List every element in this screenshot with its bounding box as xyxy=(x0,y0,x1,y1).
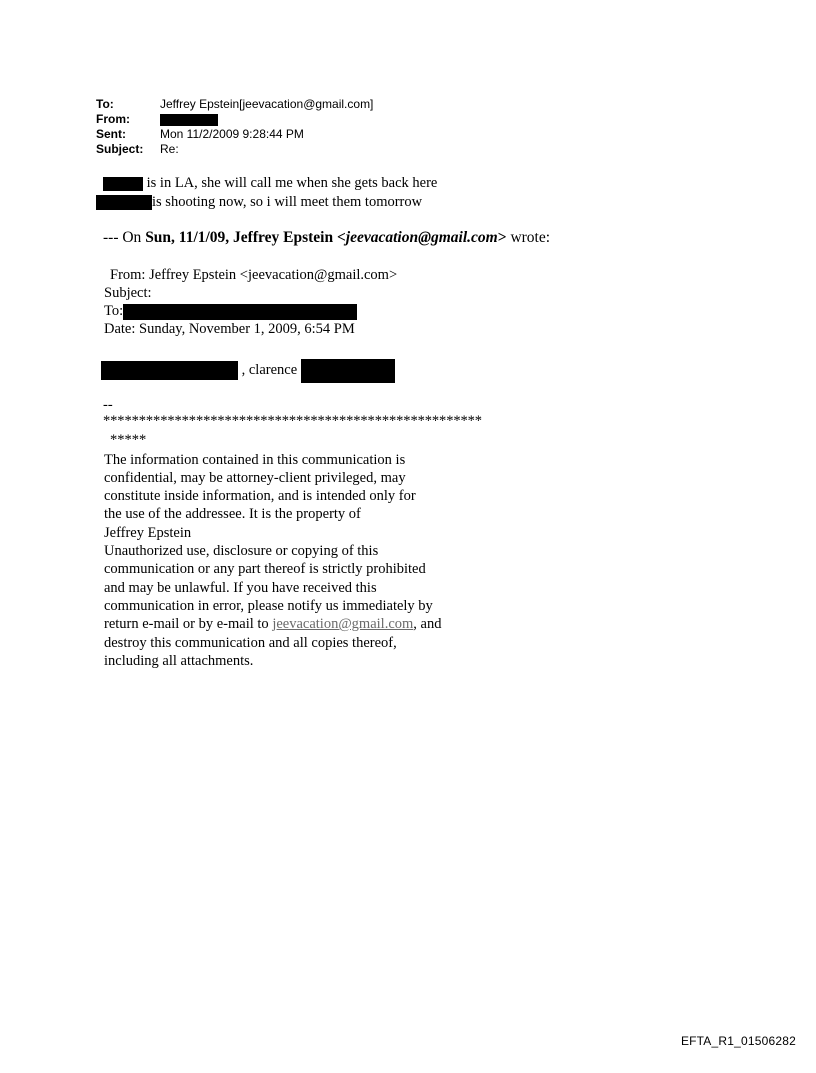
quoted-body-redaction-2 xyxy=(301,359,395,383)
email-header xyxy=(96,97,373,157)
from-label: From: xyxy=(96,112,130,126)
reply-redaction-1 xyxy=(103,177,143,191)
quote-intro-suffix: wrote: xyxy=(506,229,551,246)
quoted-subject: Subject: xyxy=(104,285,152,301)
from-row xyxy=(96,112,373,127)
subject-row xyxy=(96,142,373,157)
signature-stars-2: ***** xyxy=(110,432,147,448)
quoted-body-text: , clarence xyxy=(241,362,298,378)
disclaimer-line: Jeffrey Epstein xyxy=(104,525,192,541)
signature-stars-1: ***************************************************** xyxy=(103,413,482,429)
quote-intro-date: Sun, 11/1/09, Jeffrey Epstein xyxy=(145,229,337,246)
to-row xyxy=(96,97,373,112)
quoted-date: Date: Sunday, November 1, 2009, 6:54 PM xyxy=(104,321,355,337)
disclaimer-line: constitute inside information, and is intended only for xyxy=(104,488,416,504)
quoted-body xyxy=(101,358,395,383)
disclaimer-line: communication or any part thereof is strictly prohibited xyxy=(104,561,426,577)
quote-intro-email: jeevacation@gmail.com xyxy=(345,229,498,246)
quote-intro-gt: > xyxy=(497,229,507,246)
quote-intro-prefix: --- On xyxy=(103,229,146,246)
return-suffix: , and xyxy=(413,616,442,632)
reply-redaction-2 xyxy=(96,195,152,210)
from-redaction xyxy=(160,114,218,126)
quoted-body-redaction-1 xyxy=(101,361,238,380)
disclaimer-line: The information contained in this communication is xyxy=(104,452,406,468)
disclaimer-return-line xyxy=(104,615,441,633)
signature-dashes: -- xyxy=(103,397,113,413)
reply-line-2-text: is shooting now, so i will meet them tomorrow xyxy=(152,194,423,210)
sent-row xyxy=(96,127,373,142)
disclaimer-line: confidential, may be attorney-client privileged, may xyxy=(104,470,406,486)
subject-label: Subject: xyxy=(96,142,144,156)
disclaimer-line: the use of the addressee. It is the property of xyxy=(104,506,361,522)
quote-intro xyxy=(103,229,550,247)
disclaimer-line: and may be unlawful. If you have received this xyxy=(104,580,377,596)
quoted-to-label: To: xyxy=(104,303,124,319)
reply-line-2 xyxy=(96,193,422,211)
to-value: Jeffrey Epstein[jeevacation@gmail.com] xyxy=(160,97,374,111)
disclaimer-line: communication in error, please notify us immediately by xyxy=(104,598,433,614)
sent-label: Sent: xyxy=(96,127,126,141)
reply-line-1-text: is in LA, she will call me when she gets back here xyxy=(146,175,438,191)
disclaimer-line: Unauthorized use, disclosure or copying of this xyxy=(104,543,379,559)
return-prefix: return e-mail or by e-mail to xyxy=(104,616,273,632)
disclaimer-line: destroy this communication and all copies thereof, xyxy=(104,635,397,651)
quoted-from: From: Jeffrey Epstein <jeevacation@gmail.com> xyxy=(110,267,398,283)
subject-value: Re: xyxy=(160,142,179,156)
quote-intro-lt: < xyxy=(336,229,346,246)
disclaimer-line: including all attachments. xyxy=(104,653,254,669)
document-id: EFTA_R1_01506282 xyxy=(680,1034,796,1048)
email-link[interactable]: jeevacation@gmail.com xyxy=(272,616,414,632)
quoted-to-row xyxy=(104,302,357,320)
reply-line-1 xyxy=(103,174,437,192)
quoted-to-redaction xyxy=(123,304,357,320)
to-label: To: xyxy=(96,97,114,111)
sent-value: Mon 11/2/2009 9:28:44 PM xyxy=(160,127,304,141)
